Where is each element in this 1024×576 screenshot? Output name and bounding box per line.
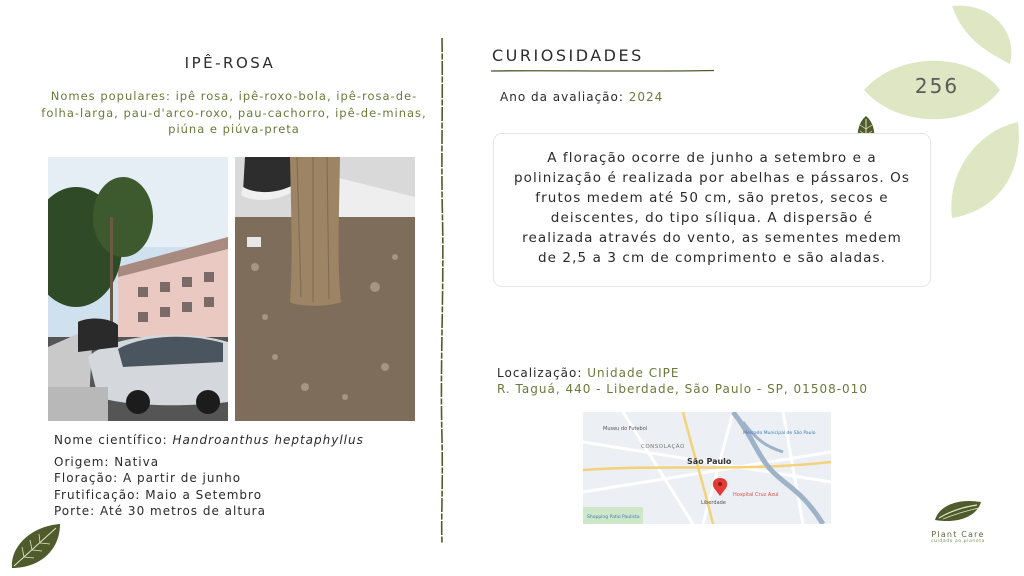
scientific-label: Nome científico: (54, 433, 173, 447)
location-map[interactable] (583, 412, 831, 524)
year-label: Ano da avaliação: (500, 90, 629, 104)
size-row: Porte: Até 30 metros de altura (54, 504, 266, 518)
flowering-row: Floração: A partir de junho (54, 471, 242, 485)
scientific-name-row (54, 432, 364, 449)
popular-names: Nomes populares: ipê rosa, ipê-roxo-bola, ipê-rosa-de-folha-larga, pau-d'arco-roxo, pau-cachorro, ipê-de-minas, piúna e piúva-preta (41, 89, 427, 136)
column-divider (436, 38, 448, 543)
brand-logo (918, 498, 998, 544)
evaluation-year (500, 90, 663, 104)
map-label-market: Mercado Municipal de São Paulo (743, 431, 816, 436)
year-value: 2024 (628, 90, 664, 104)
map-label-liberdade: Liberdade (701, 500, 726, 506)
location-address: R. Taguá, 440 - Liberdade, São Paulo - SP, 01508-010 (497, 382, 868, 396)
plant-title: IPÊ-ROSA (184, 54, 276, 72)
scientific-name: Handroanthus heptaphyllus (172, 433, 364, 447)
brand-name: Plant Care (931, 530, 985, 539)
curiosities-title: CURIOSIDADES (492, 46, 644, 65)
map-label-consolacao: CONSOLAÇÃO (641, 444, 685, 450)
map-label-shopping: Shopping Patio Paulista (587, 515, 640, 520)
photo-street-tree (48, 157, 228, 421)
title-underline (490, 68, 715, 74)
map-label-sao-paulo: São Paulo (687, 457, 732, 466)
origin-row: Origem: Nativa (54, 454, 160, 469)
map-label-museum: Museu do Futebol (603, 426, 648, 432)
page-number-badge: 256 (914, 74, 960, 98)
fruiting-row: Frutificação: Maio a Setembro (54, 487, 263, 502)
location-place: Unidade CIPE (587, 366, 680, 380)
brand-tagline: cuidado ao planeta (931, 539, 985, 544)
leaf-corner-icon (8, 522, 64, 570)
location-block (497, 365, 868, 397)
plant-facts (54, 432, 364, 520)
photo-trunk-base (235, 157, 415, 421)
curiosities-text: A floração ocorre de junho a setembro e a polinização é realizada por abelhas e pássaros. Os frutos medem até 50 cm, são pretos, secos e deiscentes, do tipo síliqua. A dispersão é realizada através do vento, as sementes medem de 2,5 a 3 cm de comprimento e são aladas. (514, 150, 910, 266)
brand-leaf-icon (933, 498, 983, 524)
map-label-hospital: Hospital Cruz Azul (733, 492, 779, 498)
curiosities-text-box (493, 133, 931, 287)
location-label: Localização: (497, 366, 588, 380)
